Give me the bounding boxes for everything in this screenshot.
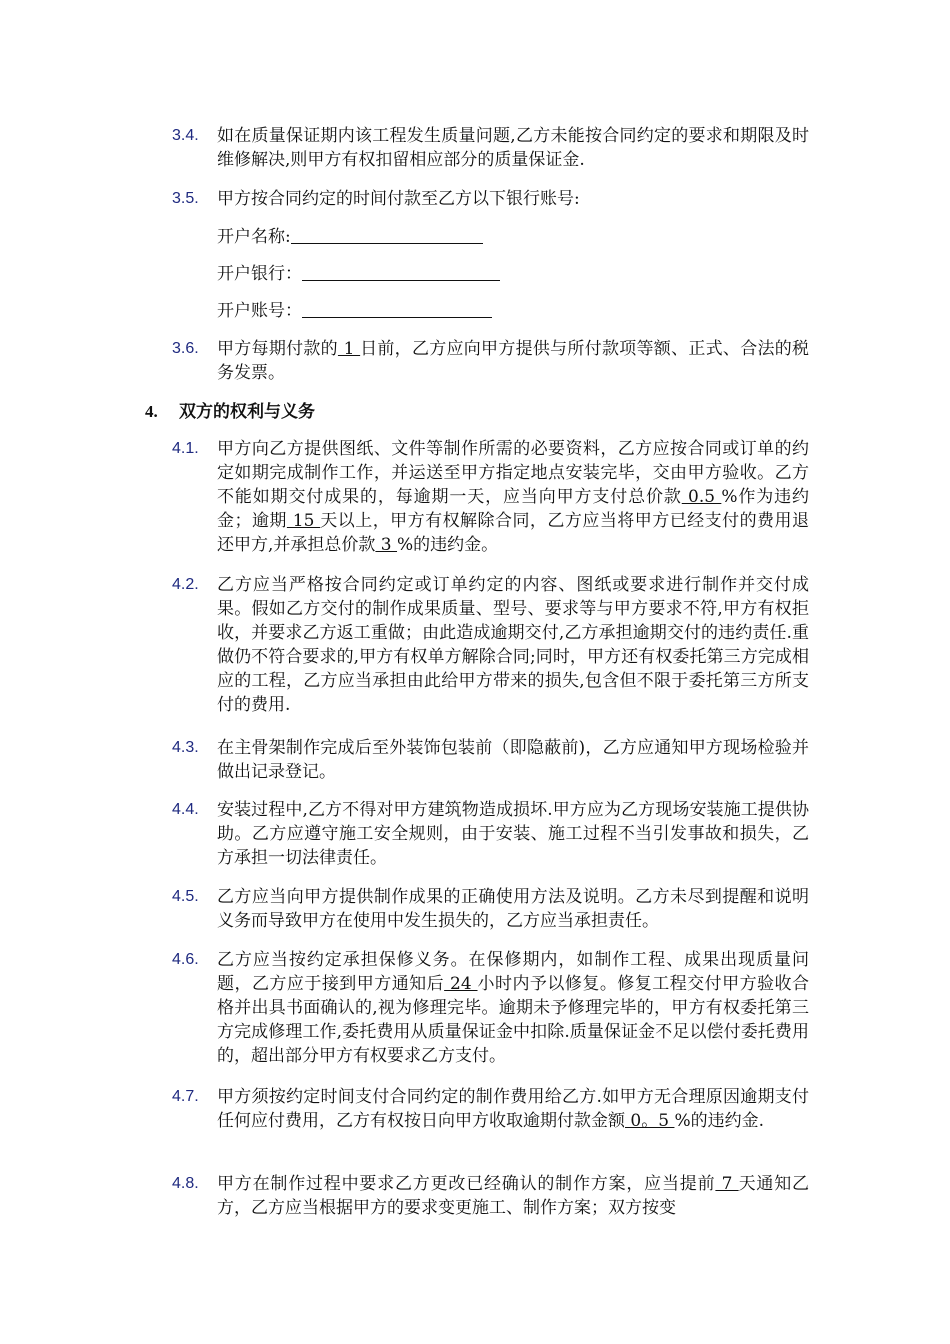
section-heading xyxy=(145,400,315,424)
clause-4-6 xyxy=(172,948,812,1068)
clause-number: 4.7. xyxy=(172,1088,199,1105)
clause-3-6 xyxy=(172,337,812,385)
clause-text: 甲方向乙方提供图纸、文件等制作所需的必要资料，乙方应按合同或订单的约定如期完成制作工作，并运送至甲方指定地点安装完毕，交由甲方验收。乙方不能如期交付成果的，每逾期一天，应当向甲方支付总价款 0.5 %作为违约金；逾期 15 天以上，甲方有权解除合同，乙方应当将甲方已经支付的费用退还甲方,并承担总价款 3 %的违约金。 xyxy=(217,439,810,555)
clause-4-3 xyxy=(172,736,812,784)
clause-number: 4.8. xyxy=(172,1175,199,1192)
days-value: 1 xyxy=(337,339,361,359)
bank-name-line xyxy=(217,262,500,286)
clause-text: 安装过程中,乙方不得对甲方建筑物造成损坏.甲方应为乙方现场安装施工提供协助。乙方应遵守施工安全规则，由于安装、施工过程不当引发事故和损失，乙方承担一切法律责任。 xyxy=(217,800,809,868)
account-name-blank xyxy=(291,225,483,244)
clause-text: 乙方应当向甲方提供制作成果的正确使用方法及说明。乙方未尽到提醒和说明义务而导致甲方在使用中发生损失的，乙方应当承担责任。 xyxy=(217,887,809,931)
overdue-days-value: 15 xyxy=(286,511,321,531)
clause-4-2 xyxy=(172,573,812,717)
clause-number: 3.4. xyxy=(172,127,199,144)
clause-number: 4.6. xyxy=(172,951,199,968)
clause-text: 乙方应当按约定承担保修义务。在保修期内，如制作工程、成果出现质量问题，乙方应于接到甲方通知后 24 小时内予以修复。修复工程交付甲方验收合格并出具书面确认的,视为修理完毕。逾期未予修理完毕的，甲方有权委托第三方完成修理工作,委托费用从质量保证金中扣除.质量保证金不足以偿付委托费用的，超出部分甲方有权要求乙方支付。 xyxy=(217,950,809,1066)
clause-4-5 xyxy=(172,885,812,933)
section-number: 4. xyxy=(145,402,158,421)
clause-4-8 xyxy=(172,1172,812,1220)
clause-4-1 xyxy=(172,437,812,557)
bank-name-blank xyxy=(302,262,500,281)
account-number-blank xyxy=(302,299,492,318)
section-title: 双方的权利与义务 xyxy=(179,402,315,422)
bank-account-number-line xyxy=(217,299,492,323)
total-penalty-value: 3 xyxy=(375,535,398,555)
clause-number: 3.5. xyxy=(172,190,199,207)
clause-3-5 xyxy=(172,187,812,211)
clause-4-4 xyxy=(172,798,812,870)
notice-days-value: 7 xyxy=(715,1174,739,1194)
clause-text: 在主骨架制作完成后至外装饰包装前（即隐蔽前)，乙方应通知甲方现场检验并做出记录登记。 xyxy=(217,738,809,782)
bank-account-name-line xyxy=(217,225,483,249)
clause-text: 甲方须按约定时间支付合同约定的制作费用给乙方.如甲方无合理原因逾期支付任何应付费用，乙方有权按日向甲方收取逾期付款金额 0。5 %的违约金. xyxy=(217,1087,809,1131)
clause-number: 4.2. xyxy=(172,576,199,593)
penalty-rate-value: 0.5 xyxy=(681,487,722,507)
clause-number: 3.6. xyxy=(172,340,199,357)
account-name-label: 开户名称: xyxy=(217,227,291,247)
clause-text: 甲方在制作过程中要求乙方更改已经确认的制作方案，应当提前 7 天通知乙方，乙方应当根据甲方的要求变更施工、制作方案；双方按变 xyxy=(217,1174,810,1218)
bank-name-label: 开户银行： xyxy=(217,264,302,284)
clause-4-7 xyxy=(172,1085,812,1133)
clause-text: 乙方应当严格按合同约定或订单约定的内容、图纸或要求进行制作并交付成果。假如乙方交付的制作成果质量、型号、要求等与甲方要求不符,甲方有权拒收，并要求乙方返工重做；由此造成逾期交付,乙方承担逾期交付的违约责任.重做仍不符合要求的,甲方有权单方解除合同;同时，甲方还有权委托第三方完成相应的工程，乙方应当承担由此给甲方带来的损失,包含但不限于委托第三方所支付的费用. xyxy=(217,575,809,715)
clause-text: 甲方每期付款的 1 日前，乙方应向甲方提供与所付款项等额、正式、合法的税务发票。 xyxy=(217,339,810,383)
account-number-label: 开户账号： xyxy=(217,301,302,321)
clause-3-4 xyxy=(172,124,812,172)
clause-number: 4.3. xyxy=(172,739,199,756)
clause-number: 4.1. xyxy=(172,440,199,457)
clause-number: 4.4. xyxy=(172,801,199,818)
clause-number: 4.5. xyxy=(172,888,199,905)
late-fee-rate-value: 0。5 xyxy=(625,1111,675,1131)
clause-text: 如在质量保证期内该工程发生质量问题,乙方未能按合同约定的要求和期限及时维修解决,则甲方有权扣留相应部分的质量保证金. xyxy=(217,126,809,170)
clause-text: 甲方按合同约定的时间付款至乙方以下银行账号: xyxy=(217,189,580,209)
repair-hours-value: 24 xyxy=(444,974,478,994)
